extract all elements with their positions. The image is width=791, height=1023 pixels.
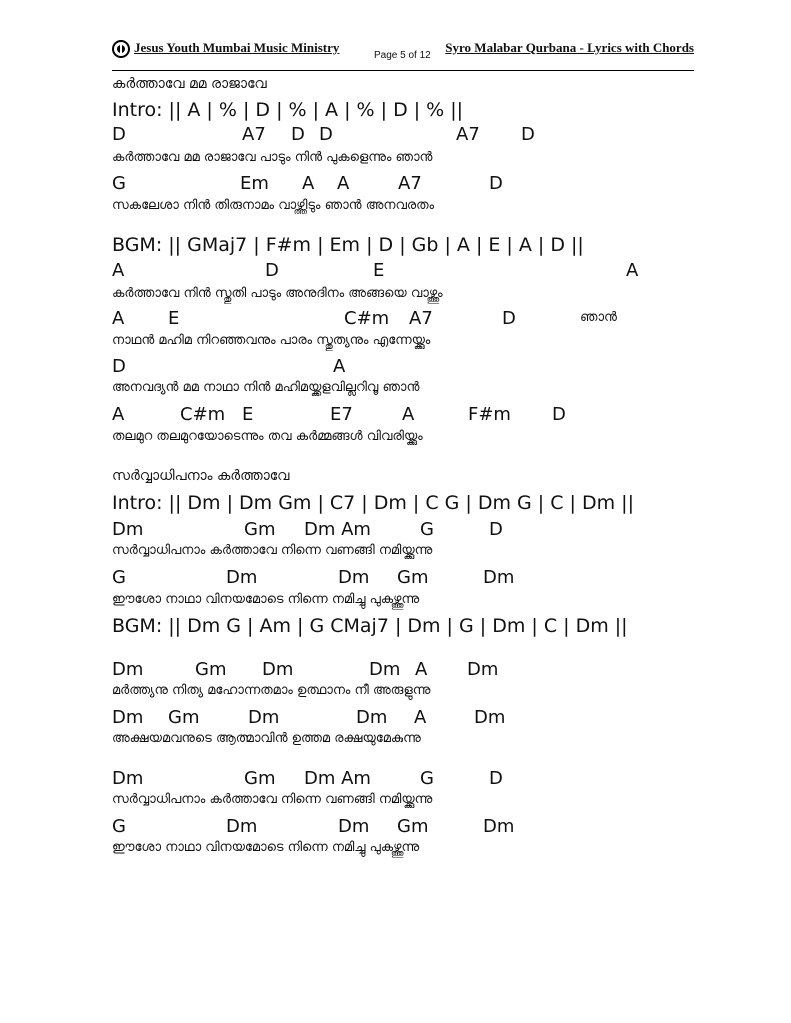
header-document-title: Syro Malabar Qurbana - Lyrics with Chords [445, 40, 694, 55]
chord: F#m [468, 404, 511, 425]
chord: Dm [262, 659, 294, 680]
chord: A [626, 260, 639, 281]
chord: Dm [483, 567, 515, 588]
header-ministry-name: Jesus Youth Mumbai Music Ministry [134, 40, 340, 55]
song-2-bgm: BGM: || Dm G | Am | G CMaj7 | Dm | G | Dm | C | Dm || [112, 615, 628, 637]
chord: E [168, 308, 180, 329]
song-2-lyric-line-4: അക്ഷയമവനുടെ ആത്മാവിൻ ഉത്തമ രക്ഷയുമേകുന്നു [112, 731, 421, 746]
chord: A7 [242, 124, 266, 145]
chord: D [489, 173, 503, 194]
chord: A [333, 356, 346, 377]
chord: D [489, 768, 503, 789]
chord: D [521, 124, 535, 145]
song-1-lyric-line-4: നാഥൻ മഹിമ നിറഞ്ഞവനും പാരം സ്തുത്യനും എന്നേയ്ക്കും [112, 333, 431, 348]
song-2-lyric-line-1: സർവ്വാധിപനാം കർത്താവേ നിന്നെ വണങ്ങി നമിയ്ക്കുന്നു [112, 543, 433, 558]
song-1-title: കർത്താവേ മമ രാജാവേ [112, 76, 267, 92]
chord: Dm [112, 768, 144, 789]
chord: Gm [244, 768, 276, 789]
chord: C#m [344, 308, 390, 329]
chord: D [489, 519, 503, 540]
song-2-title: സർവ്വാധിപനാം കർത്താവേ [112, 468, 290, 484]
song-2-lyric-line-3: മർത്ത്യനു നിത്യ മഹോന്നതമാം ഉത്ഥാനം നീ അരുളുന്നു [112, 683, 431, 698]
chord: A [414, 707, 427, 728]
song-2-lyric-line-5: സർവ്വാധിപനാം കർത്താവേ നിന്നെ വണങ്ങി നമിയ്ക്കുന്നു [112, 792, 433, 807]
chord-line-lyric-word: ഞാൻ [580, 310, 617, 325]
chord: D [319, 124, 333, 145]
chord: Dm [226, 816, 258, 837]
song-1-bgm: BGM: || GMaj7 | F#m | Em | D | Gb | A | E | A | D || [112, 234, 584, 256]
song-1-lyric-line-6: തലമുറ തലമുറയോടെന്നും തവ കർമ്മങ്ങൾ വിവരിയ്ക്കും [112, 429, 423, 444]
chord: D [265, 260, 279, 281]
chord: G [112, 567, 126, 588]
chord: E7 [330, 404, 353, 425]
jesus-youth-logo-icon [112, 40, 130, 58]
chord: A [112, 404, 125, 425]
chord: Em [240, 173, 269, 194]
page-header [112, 38, 694, 71]
chord: D [502, 308, 516, 329]
chord: C#m [180, 404, 226, 425]
chord: A7 [456, 124, 480, 145]
page-number: Page 5 of 12 [374, 50, 431, 61]
chord: Dm [369, 659, 401, 680]
chord: A [302, 173, 315, 194]
chord: G [420, 519, 434, 540]
song-1-lyric-line-2: സകലേശാ നിൻ തിരുനാമം വാഴ്ത്തിടും ഞാൻ അനവരതം [112, 198, 435, 213]
chord: E [373, 260, 385, 281]
chord: Dm [467, 659, 499, 680]
chord: A [112, 308, 125, 329]
chord: Dm [112, 519, 144, 540]
chord: Dm Am [304, 519, 371, 540]
chord: Dm [226, 567, 258, 588]
song-2-lyric-line-2: ഈശോ നാഥാ വിനയമോടെ നിന്നെ നമിച്ചു പുകഴ്ത്തുന്നു [112, 592, 420, 607]
song-1-lyric-line-5: അനവദ്യൻ മമ നാഥാ നിൻ മഹിമയ്ക്കളവില്ലറിവൂ ഞാൻ [112, 380, 420, 395]
chord: A [415, 659, 428, 680]
chord: Dm [112, 707, 144, 728]
chord: Gm [397, 567, 429, 588]
chord: G [420, 768, 434, 789]
chord: D [112, 124, 126, 145]
chord: Dm [338, 567, 370, 588]
song-1-lyric-line-3: കർത്താവേ നിൻ സ്തുതി പാടും അനുദിനം അങ്ങയെ വാഴ്ത്തും [112, 286, 443, 301]
chord: G [112, 816, 126, 837]
chord: A [337, 173, 350, 194]
chord: Dm Am [304, 768, 371, 789]
chord: G [112, 173, 126, 194]
chord: E [242, 404, 254, 425]
chord: Dm [112, 659, 144, 680]
chord: Dm [474, 707, 506, 728]
chord: Gm [397, 816, 429, 837]
chord: Dm [248, 707, 280, 728]
chord: Gm [195, 659, 227, 680]
chord: A [112, 260, 125, 281]
song-1-lyric-line-1: കർത്താവേ മമ രാജാവേ പാടും നിൻ പുകളെന്നും ഞാൻ [112, 150, 433, 165]
song-1-intro: Intro: || A | % | D | % | A | % | D | % || [112, 99, 464, 121]
song-2-intro: Intro: || Dm | Dm Gm | C7 | Dm | C G | Dm G | C | Dm || [112, 492, 634, 514]
chord: D [552, 404, 566, 425]
chord: D [112, 356, 126, 377]
chord: A [402, 404, 415, 425]
chord: A7 [398, 173, 422, 194]
chord: Gm [244, 519, 276, 540]
chord: Dm [338, 816, 370, 837]
chord: Gm [168, 707, 200, 728]
chord: D [291, 124, 305, 145]
song-2-lyric-line-6: ഈശോ നാഥാ വിനയമോടെ നിന്നെ നമിച്ചു പുകഴ്ത്തുന്നു [112, 840, 420, 855]
chord: Dm [483, 816, 515, 837]
chord: Dm [356, 707, 388, 728]
chord: A7 [409, 308, 433, 329]
